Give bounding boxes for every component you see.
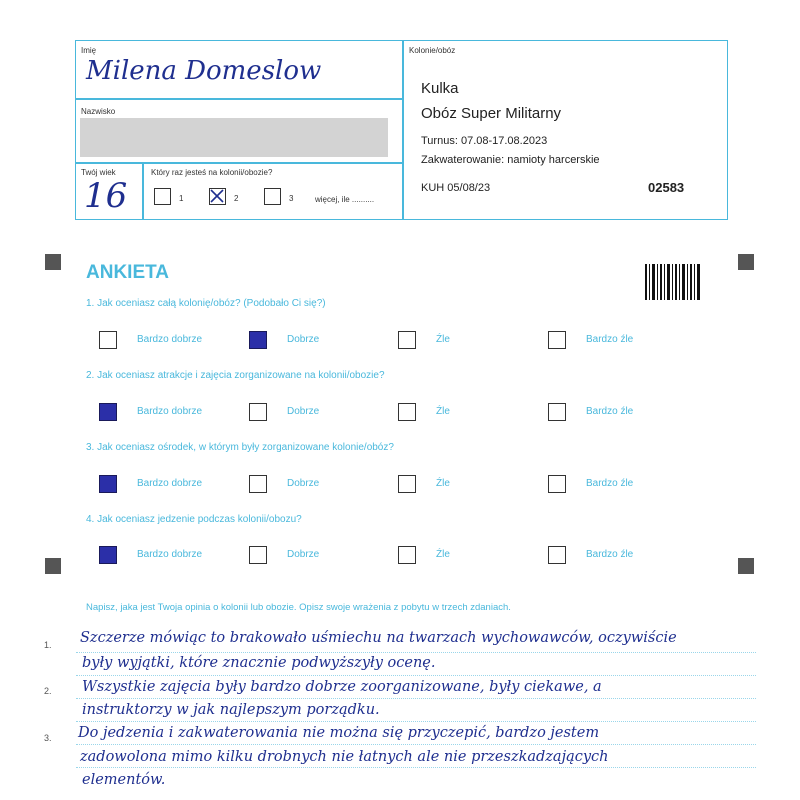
registration-mark-bottom-left [45, 558, 61, 574]
name-label: Imię [81, 46, 97, 55]
visit-checkbox-1[interactable] [154, 188, 171, 205]
surname-redaction [80, 118, 388, 157]
registration-mark-bottom-right [738, 558, 754, 574]
q2-checkbox-bad[interactable] [398, 403, 416, 421]
q1-option-very-good: Bardzo dobrze [137, 334, 203, 345]
q1-checkbox-very-bad[interactable] [548, 331, 566, 349]
q1-checkbox-good[interactable] [249, 331, 267, 349]
question-4: 4. Jak oceniasz jedzenie podczas kolonii/obozu? [86, 514, 302, 525]
answer-line [76, 767, 756, 768]
opinion-number-3: 3. [44, 733, 52, 743]
question-2: 2. Jak oceniasz atrakcje i zajęcia zorganizowane na kolonii/obozie? [86, 370, 385, 381]
visit-checkbox-3[interactable] [264, 188, 281, 205]
q4-option-bad: Źle [436, 549, 450, 560]
q2-option-very-bad: Bardzo źle [586, 406, 634, 417]
opinion-prompt: Napisz, jaka jest Twoja opinia o kolonii lub obozie. Opisz swoje wrażenia z pobytu w trzech zdaniach. [86, 602, 511, 613]
opinion-line-5[interactable]: Do jedzenia i zakwaterowania nie można się przyczepić, bardzo jestem [78, 725, 600, 741]
q3-checkbox-very-good[interactable] [99, 475, 117, 493]
opinion-line-6[interactable]: zadowolona mimo kilku drobnych nie łatnych ale nie przeszkadzających [80, 749, 609, 765]
q4-checkbox-bad[interactable] [398, 546, 416, 564]
question-1: 1. Jak oceniasz całą kolonię/obóz? (Podobało Ci się?) [86, 298, 326, 309]
q2-checkbox-very-bad[interactable] [548, 403, 566, 421]
q1-option-bad: Źle [436, 334, 450, 345]
opinion-line-3[interactable]: Wszystkie zajęcia były bardzo dobrze zoorganizowane, były ciekawe, a [82, 679, 602, 695]
q1-checkbox-very-good[interactable] [99, 331, 117, 349]
q4-checkbox-very-bad[interactable] [548, 546, 566, 564]
opinion-line-4[interactable]: instruktorzy w jak najlepszym porządku. [82, 702, 380, 718]
answer-line [76, 721, 756, 722]
camp-name: Kulka [421, 80, 459, 97]
q1-option-very-bad: Bardzo źle [586, 334, 634, 345]
camp-label: Kolonie/obóz [409, 46, 456, 55]
visit-option-3: 3 [289, 194, 294, 203]
q4-option-good: Dobrze [287, 549, 320, 560]
header-divider [402, 40, 404, 220]
opinion-line-1[interactable]: Szczerze mówiąc to brakowało uśmiechu na twarzach wychowawców, oczywiście [80, 630, 677, 646]
name-value[interactable]: Milena Domeslow [86, 56, 322, 86]
registration-mark-top-right [738, 254, 754, 270]
q2-checkbox-very-good[interactable] [99, 403, 117, 421]
camp-title: Obóz Super Militarny [421, 105, 562, 122]
q4-option-very-good: Bardzo dobrze [137, 549, 203, 560]
turnus-row [421, 135, 547, 147]
q2-option-very-good: Bardzo dobrze [137, 406, 203, 417]
camp-code: KUH 05/08/23 [421, 182, 491, 194]
cross-mark-icon [210, 189, 224, 203]
name-divider [75, 98, 402, 100]
barcode-icon [645, 264, 701, 300]
opinion-number-2: 2. [44, 686, 52, 696]
turnus-value: 07.08-17.08.2023 [460, 135, 548, 147]
survey-title: ANKIETA [86, 262, 170, 283]
visit-more: więcej, ile .......... [315, 195, 375, 204]
q4-checkbox-very-good[interactable] [99, 546, 117, 564]
answer-line [76, 744, 756, 745]
age-label: Twój wiek [81, 168, 116, 177]
visit-option-1: 1 [179, 194, 184, 203]
q1-checkbox-bad[interactable] [398, 331, 416, 349]
q4-option-very-bad: Bardzo źle [586, 549, 634, 560]
answer-line [76, 698, 756, 699]
form-number: 02583 [648, 180, 685, 195]
surname-divider [75, 162, 402, 164]
answer-line [76, 652, 756, 653]
q3-checkbox-very-bad[interactable] [548, 475, 566, 493]
question-3: 3. Jak oceniasz ośrodek, w którym były zorganizowane kolonie/obóz? [86, 442, 394, 453]
age-divider [142, 162, 144, 220]
q1-option-good: Dobrze [287, 334, 320, 345]
accommodation-label: Zakwaterowanie: [421, 154, 505, 166]
q3-option-bad: Źle [436, 478, 450, 489]
q2-checkbox-good[interactable] [249, 403, 267, 421]
opinion-line-2[interactable]: były wyjątki, które znacznie podwyższyły ocenę. [82, 655, 436, 671]
q2-option-bad: Źle [436, 406, 450, 417]
accommodation-row [421, 154, 600, 166]
q3-option-good: Dobrze [287, 478, 320, 489]
q2-option-good: Dobrze [287, 406, 320, 417]
registration-mark-top-left [45, 254, 61, 270]
age-value[interactable]: 16 [84, 176, 128, 216]
q3-option-very-good: Bardzo dobrze [137, 478, 203, 489]
turnus-label: Turnus: [421, 135, 458, 147]
accommodation-value: namioty harcerskie [507, 154, 600, 166]
visit-option-2: 2 [234, 194, 239, 203]
q3-checkbox-bad[interactable] [398, 475, 416, 493]
visit-question: Który raz jesteś na kolonii/obozie? [151, 168, 273, 177]
opinion-number-1: 1. [44, 640, 52, 650]
surname-label: Nazwisko [81, 107, 116, 116]
answer-line [76, 675, 756, 676]
opinion-line-7[interactable]: elementów. [82, 772, 166, 788]
q3-checkbox-good[interactable] [249, 475, 267, 493]
q3-option-very-bad: Bardzo źle [586, 478, 634, 489]
q4-checkbox-good[interactable] [249, 546, 267, 564]
visit-checkbox-2[interactable] [209, 188, 226, 205]
